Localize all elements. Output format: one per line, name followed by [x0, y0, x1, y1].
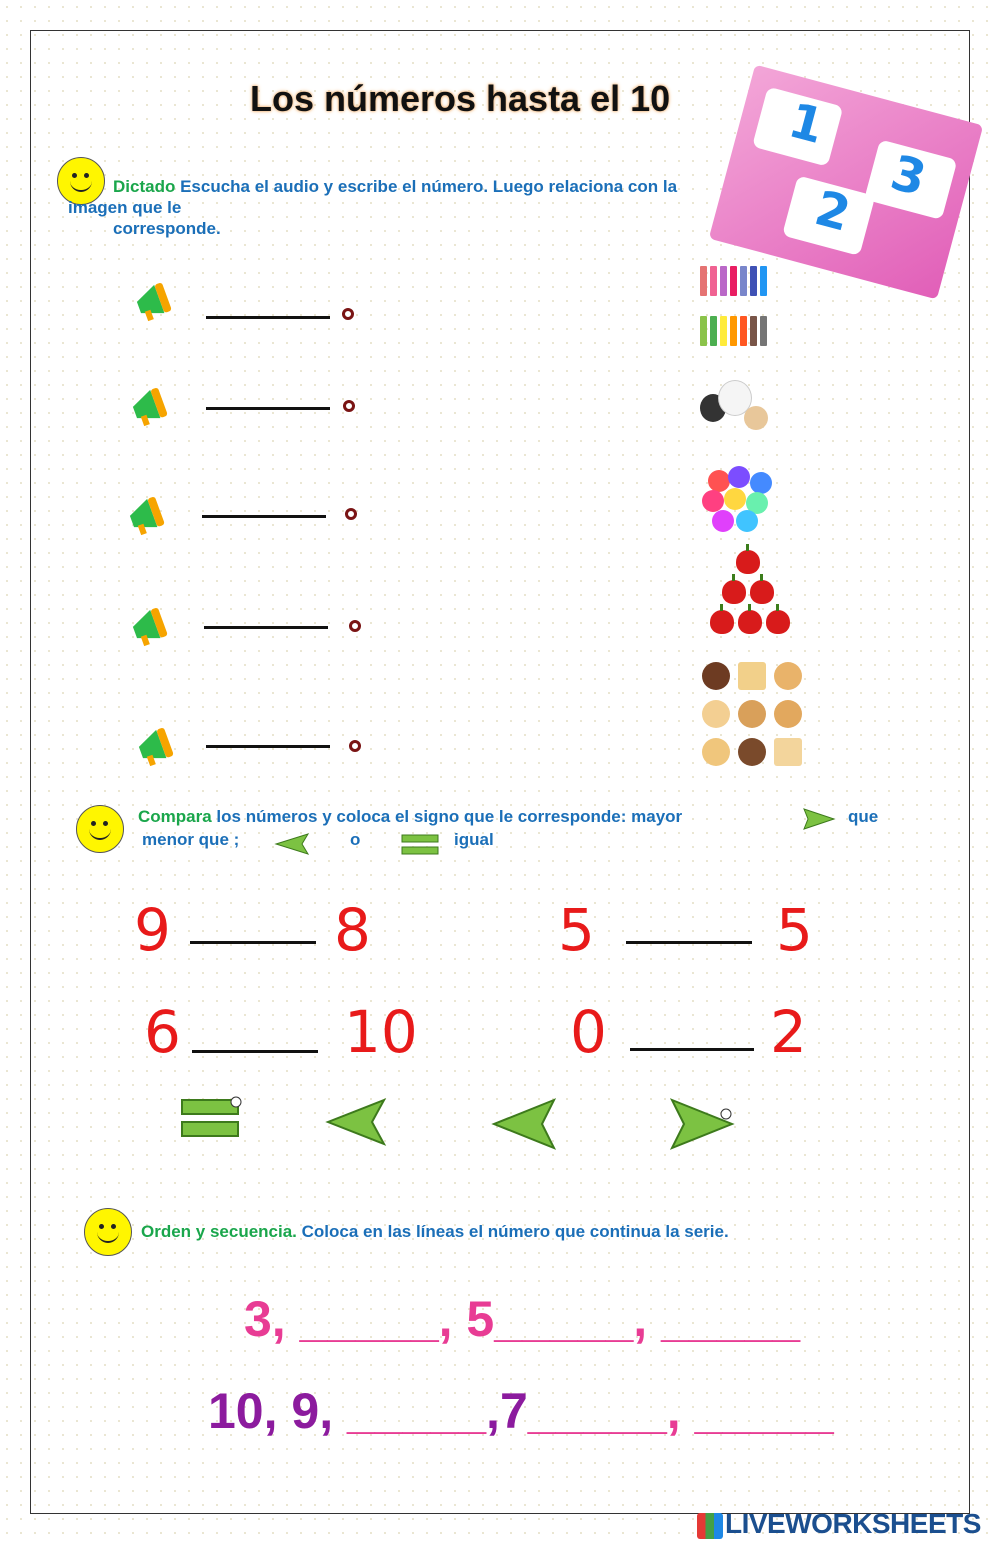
dogs-image[interactable] — [700, 376, 772, 440]
series-2 — [208, 1382, 834, 1440]
cookies-image[interactable] — [702, 662, 806, 768]
greater-than-gator-icon — [802, 805, 838, 833]
series-blank[interactable]: _____ — [494, 1291, 634, 1347]
answer-line[interactable] — [202, 515, 326, 518]
series-blank[interactable]: _____ — [527, 1383, 667, 1439]
answer-line[interactable] — [204, 626, 328, 629]
compare-number: 5 — [558, 896, 595, 964]
sign-line[interactable] — [190, 941, 316, 944]
series-text: , 5 — [438, 1291, 495, 1347]
series-1 — [244, 1290, 800, 1348]
compare-instruction — [138, 806, 898, 827]
series-text: ,7 — [486, 1383, 528, 1439]
smiley-icon — [76, 805, 124, 853]
sequence-instruction — [141, 1221, 901, 1242]
match-point[interactable] — [342, 308, 354, 320]
sign-line[interactable] — [192, 1050, 318, 1053]
greater-sign-gator[interactable] — [664, 1094, 738, 1152]
compare-number: 9 — [134, 896, 171, 964]
page-title: Los números hasta el 10 — [250, 78, 671, 119]
match-point[interactable] — [349, 740, 361, 752]
liveworksheets-icon — [697, 1513, 723, 1539]
less-than-gator-icon — [272, 830, 312, 858]
compare-number: 8 — [334, 896, 371, 964]
series-text: 3, — [244, 1291, 300, 1347]
apples-image[interactable] — [708, 546, 790, 638]
compare-label: Compara — [138, 807, 212, 826]
answer-line[interactable] — [206, 316, 330, 319]
menor-text: menor que ; — [142, 830, 240, 849]
series-blank[interactable]: _____ — [694, 1383, 834, 1439]
compare-text: los números y coloca el signo que le corresponde: mayor — [216, 807, 683, 826]
puzzle-number-1: 1 — [783, 92, 830, 156]
match-point[interactable] — [345, 508, 357, 520]
megaphone-icon[interactable] — [128, 385, 172, 429]
equal-sign-gator[interactable] — [176, 1094, 246, 1144]
pencils-image[interactable] — [700, 266, 772, 358]
compare-number: 10 — [344, 998, 418, 1066]
smiley-icon — [84, 1208, 132, 1256]
footer-text: LIVEWORKSHEETS — [725, 1508, 981, 1539]
sign-line[interactable] — [630, 1048, 754, 1051]
dictation-instruction — [68, 176, 708, 239]
dictation-text-2: corresponde. — [113, 219, 221, 238]
compare-number: 2 — [770, 998, 807, 1066]
less-sign-gator[interactable] — [488, 1094, 562, 1152]
megaphone-icon[interactable] — [134, 725, 178, 769]
puzzle-number-2: 2 — [809, 180, 856, 243]
liveworksheets-logo — [697, 1508, 981, 1540]
o-text: o — [350, 830, 361, 849]
match-point[interactable] — [343, 400, 355, 412]
que-text: que — [848, 807, 879, 826]
igual-text: igual — [454, 830, 494, 849]
match-point[interactable] — [349, 620, 361, 632]
answer-line[interactable] — [206, 745, 330, 748]
sequence-text: Coloca en las líneas el número que continua la serie. — [301, 1222, 729, 1241]
megaphone-icon[interactable] — [132, 280, 176, 324]
equal-gator-icon — [400, 831, 442, 859]
dictation-label: Dictado — [113, 177, 176, 196]
series-blank[interactable]: _____ — [299, 1291, 439, 1347]
series-text: 10, 9, — [208, 1383, 334, 1439]
megaphone-icon[interactable] — [125, 494, 169, 538]
sequence-label: Orden y secuencia. — [141, 1222, 297, 1241]
puzzle-number-3: 3 — [885, 144, 932, 208]
compare-number: 5 — [776, 896, 813, 964]
series-blank[interactable]: _____ — [661, 1291, 801, 1347]
series-text: , — [666, 1383, 695, 1439]
dictation-text: Escucha el audio y escribe el número. Luego relaciona con la imagen que le — [68, 177, 678, 217]
sign-line[interactable] — [626, 941, 752, 944]
series-blank[interactable]: _____ — [333, 1383, 487, 1439]
megaphone-icon[interactable] — [128, 605, 172, 649]
compare-number: 6 — [144, 998, 181, 1066]
less-sign-gator[interactable] — [322, 1094, 392, 1150]
series-text: , — [633, 1291, 662, 1347]
flowers-image[interactable] — [702, 466, 778, 534]
answer-line[interactable] — [206, 407, 330, 410]
compare-number: 0 — [570, 998, 607, 1066]
